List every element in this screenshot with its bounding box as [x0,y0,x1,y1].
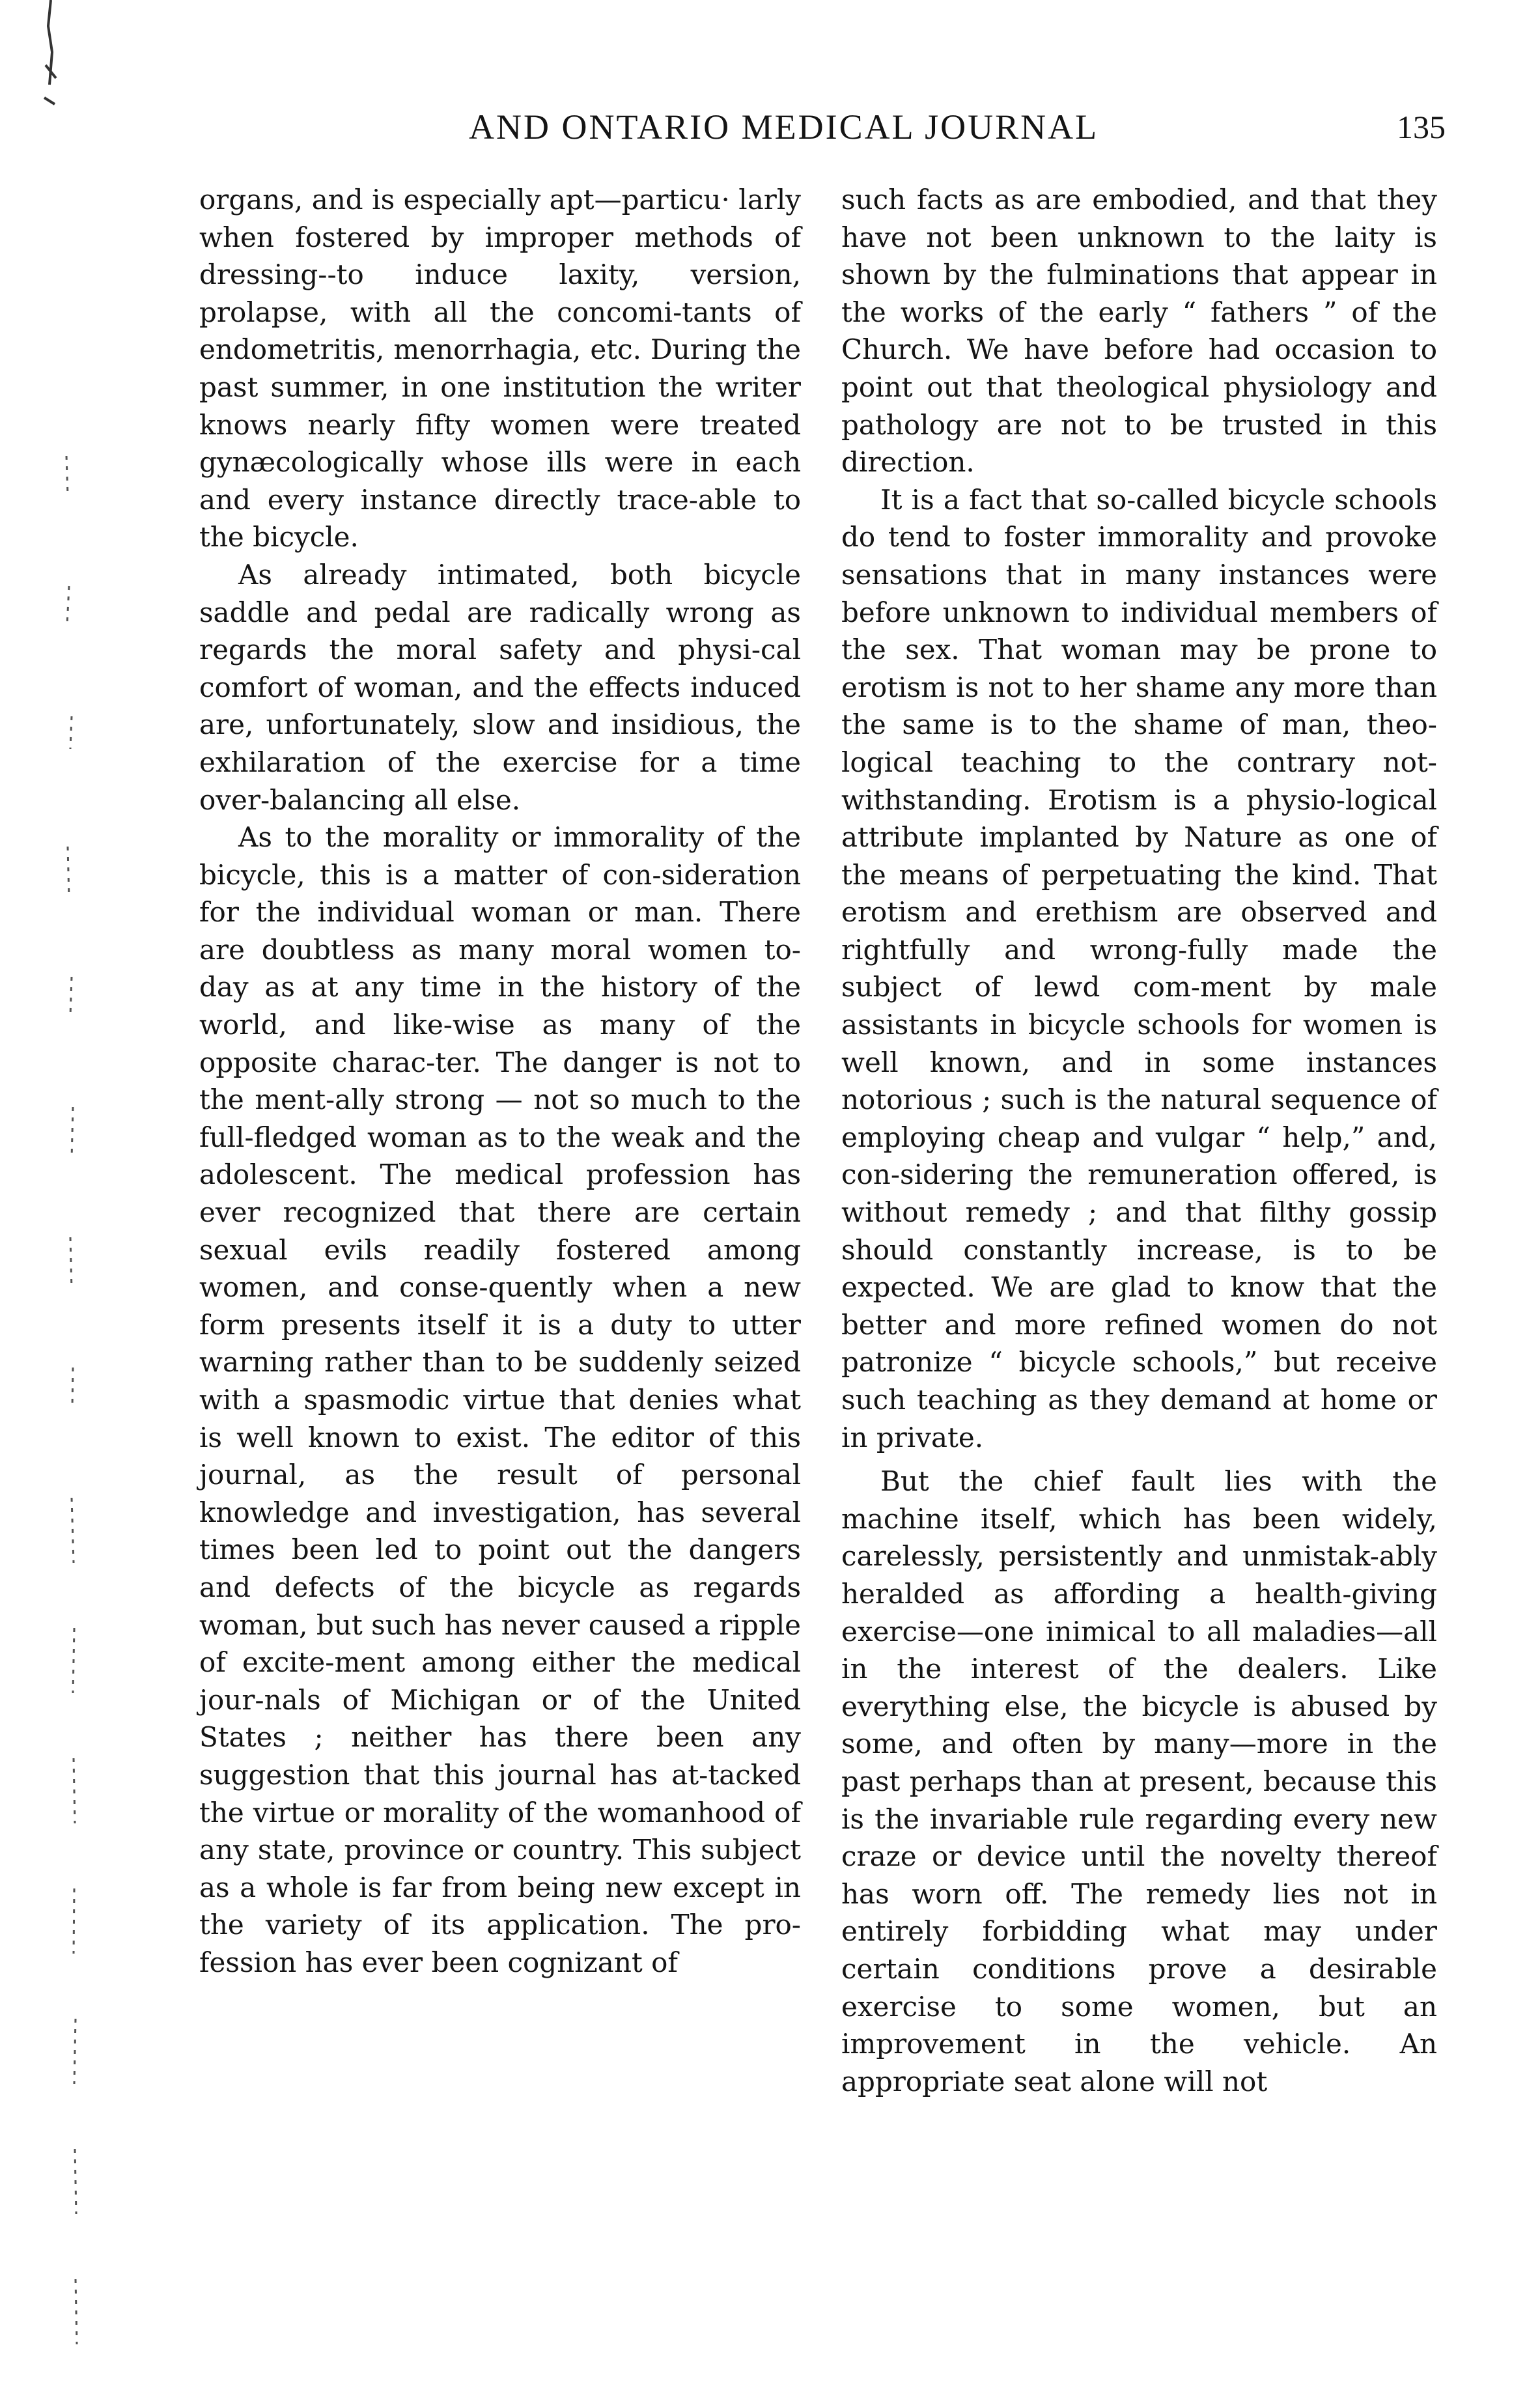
right-column [841,181,1437,2330]
paragraph: such facts as are embodied, and that they have not been unknown to the laity is shown by the fulminations that appear in the works of the early “ fathers ” of the Church. We have before had occasion to point out that theological physiology and pathology are not to be trusted in this direction. [841,184,1437,479]
paragraph: It is a fact that so-called bicycle schools do tend to foster immorality and provoke sensations that in many instances were before unknown to individual members of the sex. That woman may be prone to erotism is not to her shame any more than the same is to the shame of man, theo-logical teaching to the contrary not-withstanding. Erotism is a physio-logical attribute implanted by Nature as one of the means of perpetuating the kind. That erotism and erethism are observed and rightfully and wrong-fully made the subject of lewd com-ment by male assistants in bicycle schools for women is well known, and in some instances notorious ; such is the natural sequence of employing cheap and vulgar “ help,” and, con-sidering the remuneration offered, is without remedy ; and that filthy gossip should constantly increase, is to be expected. We are glad to know that the better and more refined women do not patronize “ bicycle schools,” but receive such teaching as they demand at home or in private. [841,483,1437,1453]
journal-title: AND ONTARIO MEDICAL JOURNAL [469,107,1099,147]
running-head [0,98,1540,156]
left-column [199,181,801,2330]
paragraph: As already intimated, both bicycle saddle and pedal are radically wrong as regards the moral safety and physi-cal comfort of woman, and the effects induced are, unfortunately, slow and insidious, the exhilaration of the exercise for a time over-balancing all else. [199,558,801,816]
paragraph: As to the morality or immorality of the bicycle, this is a matter of con-sideration for the individual woman or man. There are doubtless as many moral women to-day as at any time in the history of the world, and like-wise as many of the opposite charac-ter. The danger is not to the ment-ally strong — not so much to the full-fledged woman as to the weak and the adolescent. The medical profession has ever recognized that there are certain sexual evils readily fostered among women, and conse-quently when a new form presents itself it is a duty to utter warning rather than to be suddenly seized with a spasmodic virtue that denies what is well known to exist. The editor of this journal, as the result of personal knowledge and investigation, has several times been led to point out the dangers and defects of the bicycle as regards woman, but such has never caused a ripple of excite-ment among either the medical jour-nals of Michigan or of the United States ; neither has there been any suggestion that this journal has at-tacked the virtue or morality of the womanhood of any state, province or country. This subject as a whole is far from being new except in the variety of its application. The pro-fession has ever been cognizant of [199,821,801,1978]
binding-edge-marks [26,0,91,2386]
paragraph: But the chief fault lies with the machine itself, which has been widely, carelessly, persistently and unmistak-ably heralded as affording a health-giving exercise—one inimical to all maladies—all in the interest of the dealers. Like everything else, the bicycle is abused by some, and often by many—more in the past perhaps than at present, because this is the invariable rule regarding every new craze or device until the novelty thereof has worn off. The remedy lies not in entirely forbidding what may under certain conditions prove a desirable exercise to some women, but an improvement in the vehicle. An appropriate seat alone will not [841,1465,1437,2098]
paragraph: organs, and is especially apt—particu· larly when fostered by improper methods of dressing--to induce laxity, version, prolapse, with all the concomi-tants of endometritis, menorrhagia, etc. During the past summer, in one institution the writer knows nearly fifty women were treated gynæcologically whose ills were in each and every instance directly trace-able to the bicycle. [199,184,801,554]
page-number: 135 [1397,109,1446,145]
